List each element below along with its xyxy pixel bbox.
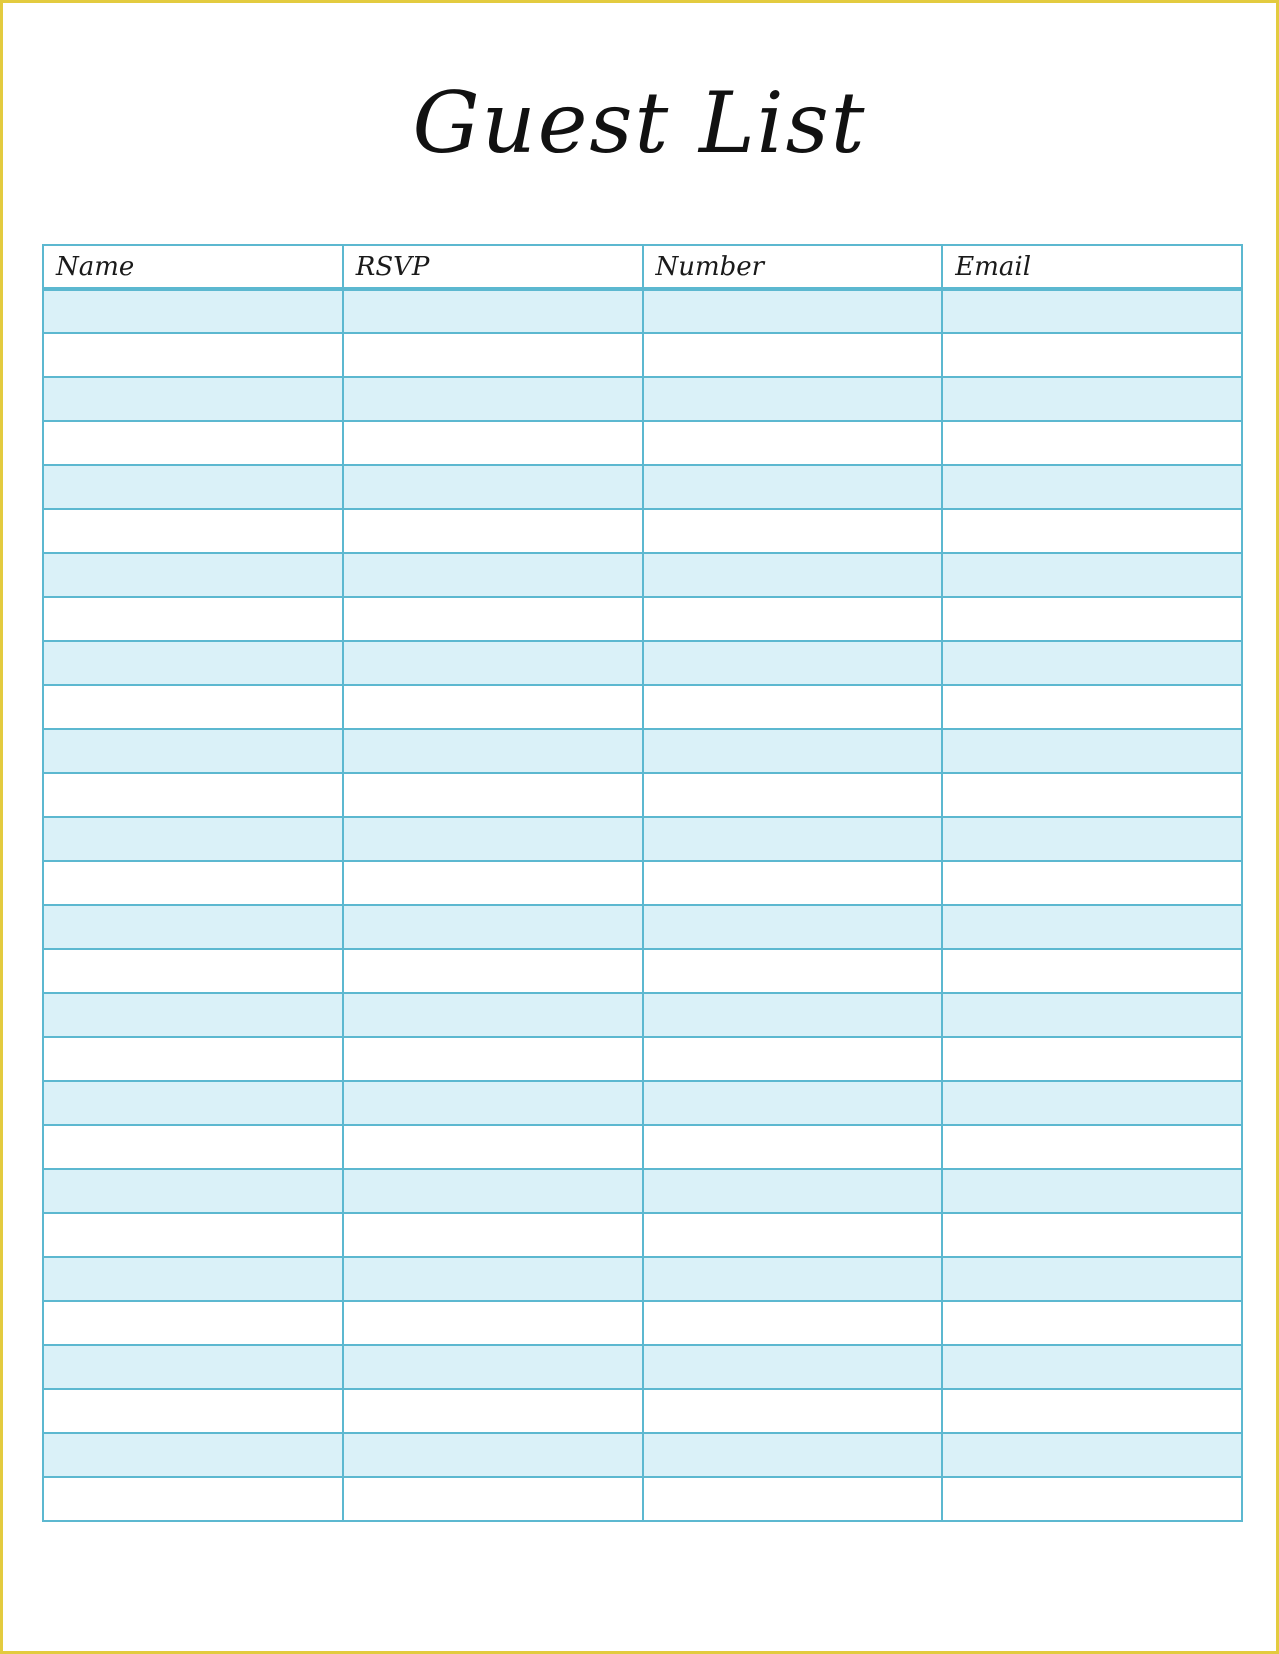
cell-rsvp [343, 377, 643, 421]
cell-name [43, 641, 343, 685]
cell-number [643, 1433, 943, 1477]
cell-rsvp [343, 1477, 643, 1521]
cell-rsvp [343, 553, 643, 597]
cell-number [643, 773, 943, 817]
cell-rsvp [343, 421, 643, 465]
table-row [43, 641, 1242, 685]
cell-number [643, 685, 943, 729]
cell-number [643, 289, 943, 333]
guest-table-container [42, 244, 1243, 1522]
cell-email [942, 993, 1242, 1037]
cell-number [643, 509, 943, 553]
cell-number [643, 377, 943, 421]
cell-email [942, 861, 1242, 905]
cell-number [643, 1081, 943, 1125]
cell-number [643, 993, 943, 1037]
table-row [43, 817, 1242, 861]
guest-table-body [43, 289, 1242, 1521]
cell-name [43, 1169, 343, 1213]
cell-rsvp [343, 817, 643, 861]
cell-email [942, 553, 1242, 597]
table-row [43, 1037, 1242, 1081]
cell-rsvp [343, 597, 643, 641]
column-header-number: Number [643, 245, 943, 289]
cell-rsvp [343, 1125, 643, 1169]
cell-rsvp [343, 289, 643, 333]
cell-number [643, 333, 943, 377]
cell-name [43, 685, 343, 729]
cell-email [942, 421, 1242, 465]
cell-number [643, 1389, 943, 1433]
cell-name [43, 597, 343, 641]
cell-rsvp [343, 993, 643, 1037]
cell-number [643, 597, 943, 641]
cell-rsvp [343, 641, 643, 685]
cell-number [643, 861, 943, 905]
cell-number [643, 553, 943, 597]
table-row [43, 465, 1242, 509]
cell-name [43, 1477, 343, 1521]
cell-name [43, 1213, 343, 1257]
cell-rsvp [343, 1037, 643, 1081]
cell-number [643, 1169, 943, 1213]
cell-email [942, 509, 1242, 553]
cell-name [43, 1257, 343, 1301]
table-row [43, 685, 1242, 729]
cell-number [643, 1345, 943, 1389]
cell-rsvp [343, 1301, 643, 1345]
cell-rsvp [343, 729, 643, 773]
table-row [43, 993, 1242, 1037]
cell-email [942, 1125, 1242, 1169]
cell-rsvp [343, 1081, 643, 1125]
table-row [43, 905, 1242, 949]
cell-email [942, 729, 1242, 773]
cell-rsvp [343, 773, 643, 817]
cell-number [643, 1125, 943, 1169]
cell-number [643, 1301, 943, 1345]
table-row [43, 1389, 1242, 1433]
cell-name [43, 1037, 343, 1081]
table-row [43, 1257, 1242, 1301]
cell-name [43, 817, 343, 861]
cell-number [643, 1257, 943, 1301]
cell-name [43, 861, 343, 905]
table-row [43, 421, 1242, 465]
cell-name [43, 1389, 343, 1433]
table-row [43, 553, 1242, 597]
table-row [43, 333, 1242, 377]
cell-rsvp [343, 1169, 643, 1213]
cell-email [942, 377, 1242, 421]
cell-rsvp [343, 861, 643, 905]
table-row [43, 1433, 1242, 1477]
cell-rsvp [343, 685, 643, 729]
cell-rsvp [343, 1345, 643, 1389]
table-row [43, 1301, 1242, 1345]
table-row [43, 597, 1242, 641]
cell-name [43, 1125, 343, 1169]
cell-email [942, 1257, 1242, 1301]
table-row [43, 773, 1242, 817]
cell-email [942, 1037, 1242, 1081]
cell-name [43, 729, 343, 773]
cell-email [942, 1169, 1242, 1213]
cell-email [942, 465, 1242, 509]
table-row [43, 861, 1242, 905]
column-header-name: Name [43, 245, 343, 289]
cell-email [942, 641, 1242, 685]
cell-name [43, 1345, 343, 1389]
cell-email [942, 685, 1242, 729]
cell-name [43, 377, 343, 421]
cell-name [43, 1301, 343, 1345]
page-title: Guest List [412, 74, 867, 172]
cell-number [643, 421, 943, 465]
cell-email [942, 817, 1242, 861]
cell-email [942, 333, 1242, 377]
cell-email [942, 1301, 1242, 1345]
cell-rsvp [343, 1257, 643, 1301]
cell-email [942, 1213, 1242, 1257]
cell-rsvp [343, 1213, 643, 1257]
cell-number [643, 1037, 943, 1081]
cell-number [643, 465, 943, 509]
cell-email [942, 1389, 1242, 1433]
cell-name [43, 289, 343, 333]
table-row [43, 377, 1242, 421]
table-row [43, 1169, 1242, 1213]
cell-email [942, 773, 1242, 817]
cell-number [643, 949, 943, 993]
cell-name [43, 421, 343, 465]
cell-email [942, 1433, 1242, 1477]
column-header-rsvp: RSVP [343, 245, 643, 289]
cell-email [942, 597, 1242, 641]
cell-number [643, 729, 943, 773]
table-row [43, 1345, 1242, 1389]
cell-rsvp [343, 509, 643, 553]
cell-number [643, 641, 943, 685]
cell-name [43, 949, 343, 993]
table-row [43, 1477, 1242, 1521]
cell-rsvp [343, 465, 643, 509]
column-header-email: Email [942, 245, 1242, 289]
cell-number [643, 905, 943, 949]
table-row [43, 509, 1242, 553]
table-row [43, 729, 1242, 773]
cell-rsvp [343, 949, 643, 993]
cell-number [643, 1213, 943, 1257]
table-header-row [43, 245, 1242, 289]
table-row [43, 1081, 1242, 1125]
cell-name [43, 905, 343, 949]
table-row [43, 1213, 1242, 1257]
cell-name [43, 993, 343, 1037]
cell-email [942, 1081, 1242, 1125]
table-row [43, 1125, 1242, 1169]
cell-name [43, 509, 343, 553]
table-row [43, 289, 1242, 333]
guest-table [42, 244, 1243, 1522]
cell-email [942, 949, 1242, 993]
cell-email [942, 1477, 1242, 1521]
cell-name [43, 1433, 343, 1477]
cell-number [643, 817, 943, 861]
cell-name [43, 333, 343, 377]
cell-rsvp [343, 1389, 643, 1433]
cell-email [942, 289, 1242, 333]
cell-name [43, 465, 343, 509]
cell-email [942, 1345, 1242, 1389]
cell-rsvp [343, 1433, 643, 1477]
cell-email [942, 905, 1242, 949]
cell-name [43, 1081, 343, 1125]
cell-rsvp [343, 905, 643, 949]
cell-number [643, 1477, 943, 1521]
cell-name [43, 773, 343, 817]
cell-rsvp [343, 333, 643, 377]
table-row [43, 949, 1242, 993]
cell-name [43, 553, 343, 597]
